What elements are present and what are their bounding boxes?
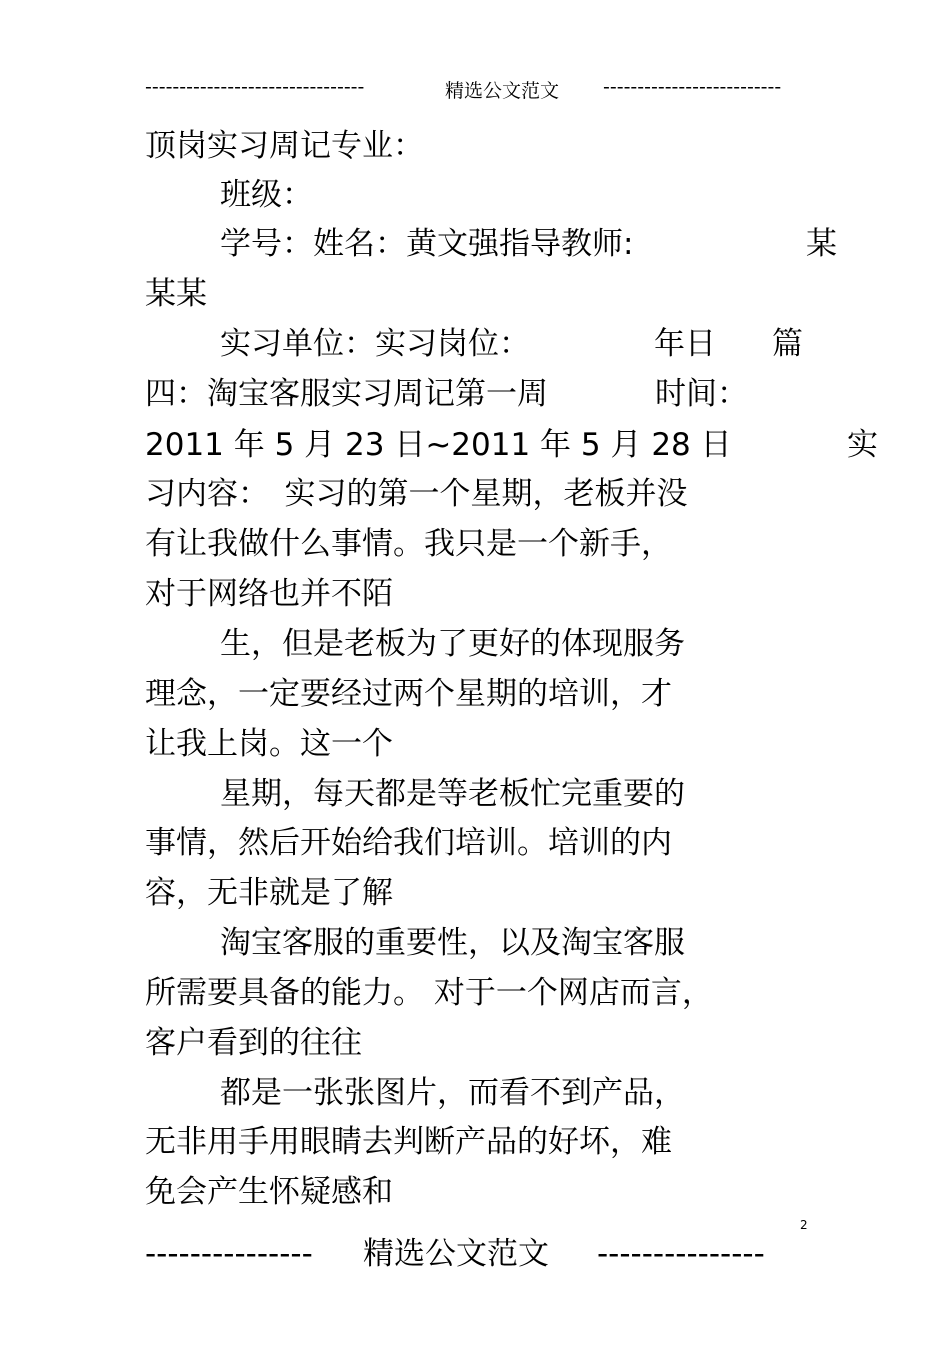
page-number: 2 (800, 1218, 808, 1232)
text-line: 2011 年 5 月 23 日~2011 年 5 月 28 日 (145, 427, 732, 463)
text-line: 某 (806, 226, 837, 262)
text-line: 容，无非就是了解 (145, 875, 393, 911)
footer-dashes-right: --------------- (597, 1236, 765, 1272)
text-line: 习内容： 实习的第一个星期，老板并没 (145, 476, 688, 512)
text-line: 事情，然后开始给我们培训。培训的内 (145, 825, 672, 861)
text-line: 实习单位：实习岗位： (220, 326, 530, 362)
header-dashes-left: -------------------------------- (145, 76, 365, 98)
text-line: 有让我做什么事情。我只是一个新手， (145, 526, 672, 562)
text-line: 客户看到的往往 (145, 1025, 362, 1061)
text-line: 生，但是老板为了更好的体现服务 (220, 626, 685, 662)
text-line: 实 (847, 427, 878, 463)
text-line: 让我上岗。这一个 (145, 726, 393, 762)
text-line: 无非用手用眼睛去判断产品的好坏，难 (145, 1124, 672, 1160)
text-line: 所需要具备的能力。 对于一个网店而言， (145, 975, 713, 1011)
text-line: 顶岗实习周记专业： (145, 128, 424, 164)
text-line: 年日 (654, 326, 716, 362)
text-line: 班级： (220, 177, 313, 213)
text-line: 理念，一定要经过两个星期的培训，才 (145, 676, 672, 712)
text-line: 篇 (772, 326, 803, 362)
text-line: 某某 (145, 276, 207, 312)
page-footer (145, 1234, 805, 1274)
text-line: 时间： (655, 376, 748, 412)
text-line: 都是一张张图片，而看不到产品， (220, 1075, 685, 1111)
text-line: 四：淘宝客服实习周记第一周 (145, 376, 548, 412)
page-header (145, 76, 815, 104)
text-line: 星期，每天都是等老板忙完重要的 (220, 776, 685, 812)
text-line: 对于网络也并不陌 (145, 576, 393, 612)
header-dashes-right: -------------------------- (603, 76, 782, 98)
header-title: 精选公文范文 (445, 80, 560, 102)
footer-title: 精选公文范文 (363, 1236, 549, 1272)
footer-dashes-left: --------------- (145, 1236, 313, 1272)
text-line: 免会产生怀疑感和 (145, 1174, 393, 1210)
text-line: 淘宝客服的重要性，以及淘宝客服 (220, 925, 685, 961)
text-line: 学号：姓名：黄文强指导教师: (220, 226, 634, 262)
